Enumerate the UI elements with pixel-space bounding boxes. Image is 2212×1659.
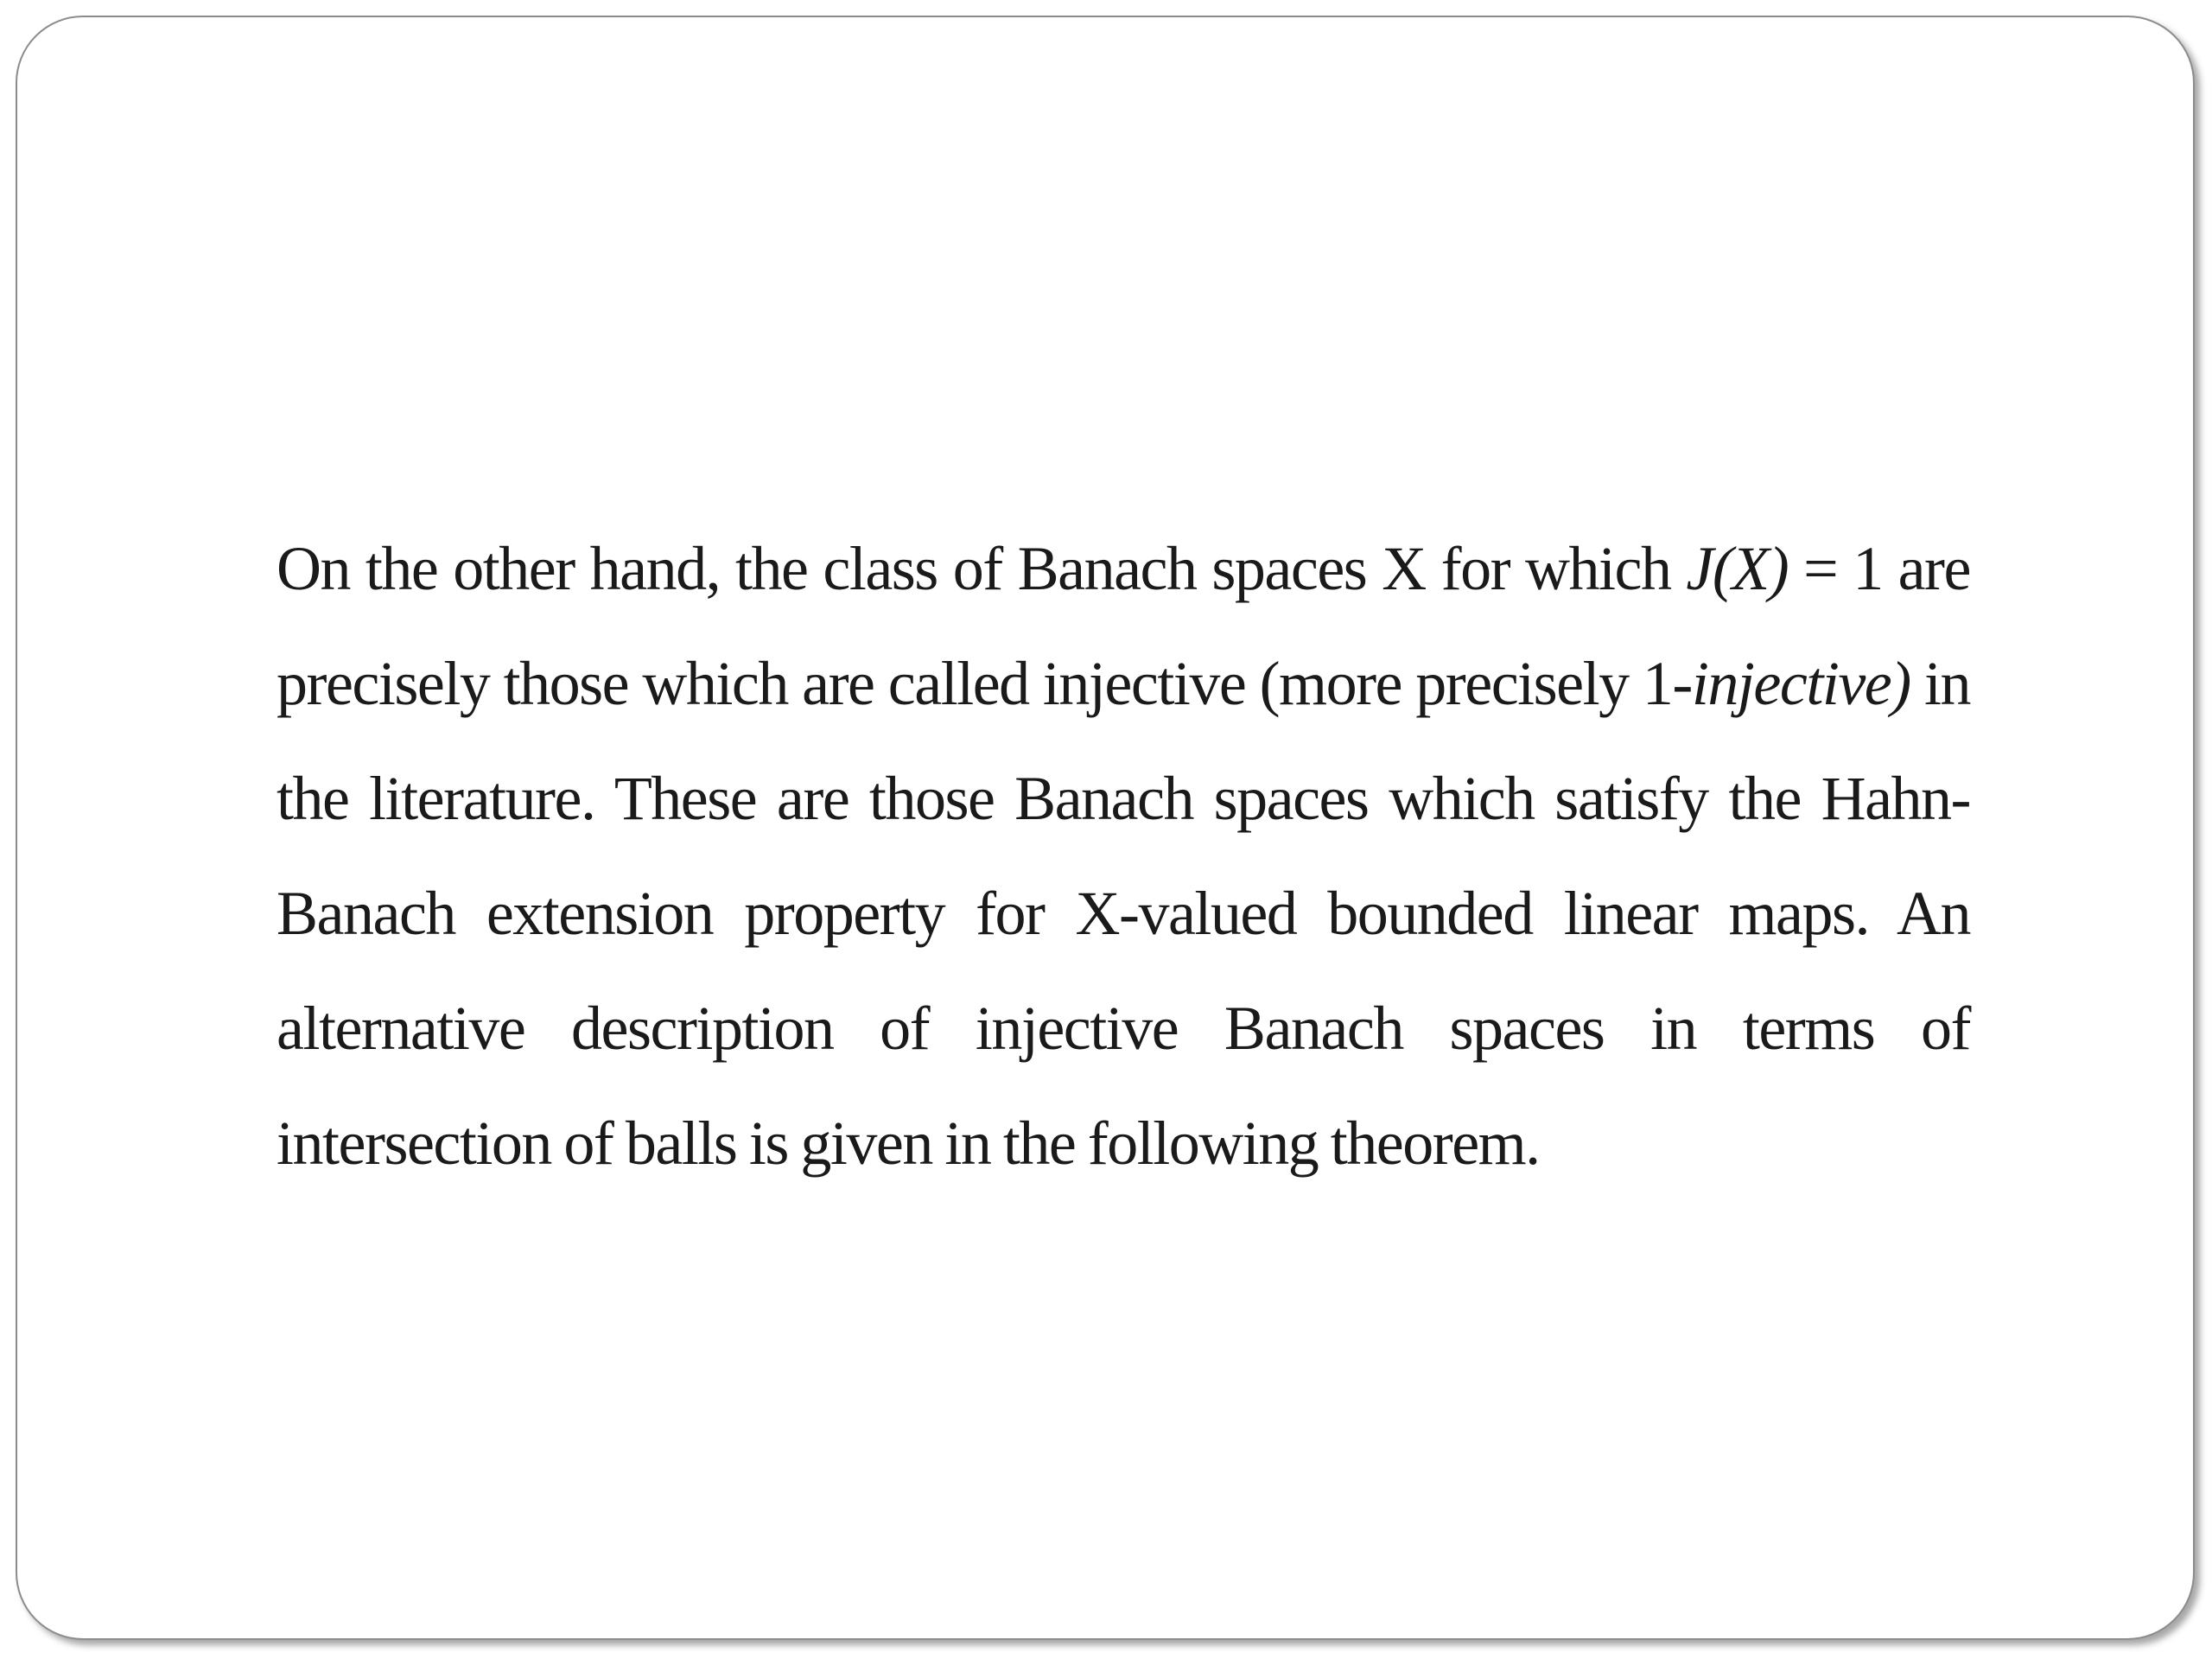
paragraph-text-part3: in the literature. These are those Banach spaces which satisfy the Hahn-Banach extension property for X-valued bounded linear maps. An alternative description of injective Banach spaces in terms of intersection of balls is given in the following theorem. bbox=[276, 649, 1970, 1178]
slide-paragraph bbox=[276, 512, 1970, 1201]
math-expression: J(X) bbox=[1686, 534, 1789, 603]
paragraph-text-part2: = 1 are precisely those which are called injective (more precisely 1- bbox=[276, 534, 1970, 718]
slide-frame bbox=[16, 16, 2195, 1640]
emphasized-text: injective) bbox=[1691, 649, 1910, 718]
paragraph-text-part1: On the other hand, the class of Banach spaces X for which bbox=[276, 534, 1687, 603]
